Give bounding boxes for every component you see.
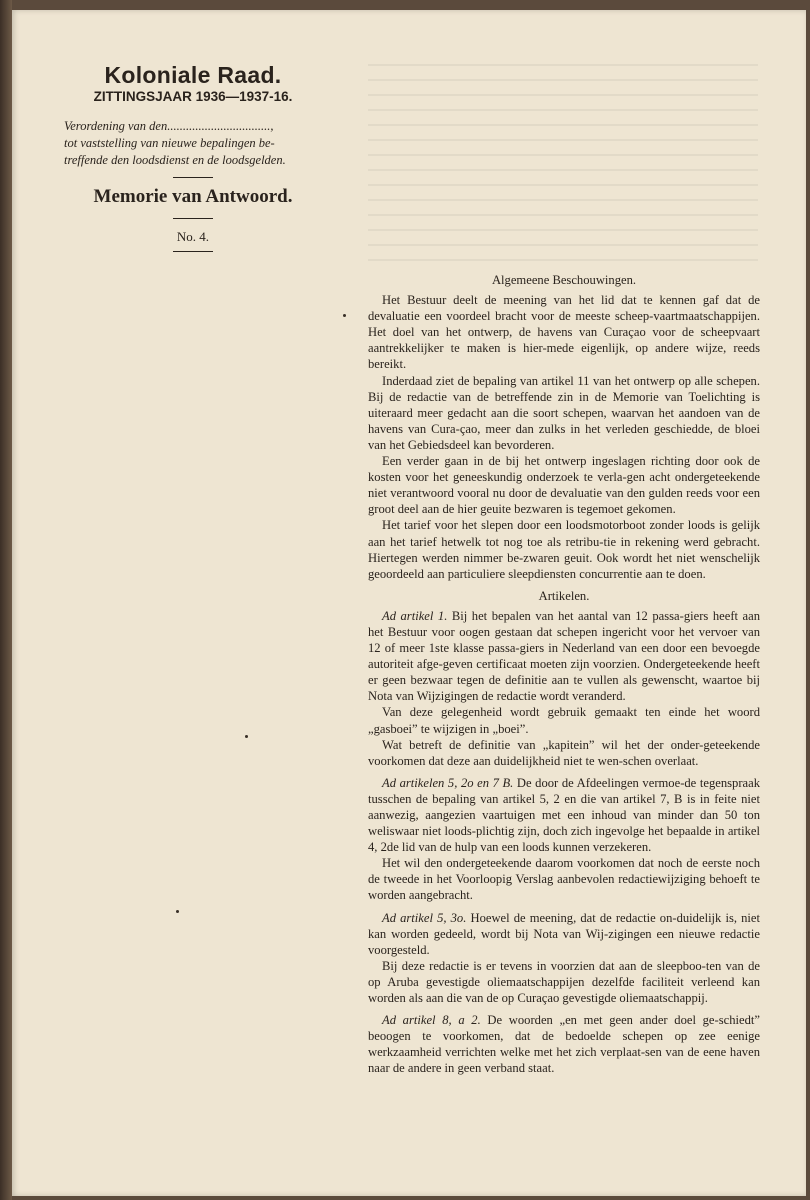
paragraph: Het tarief voor het slepen door een loodsmotorboot zonder loods is gelijk aan het tarief hetwelk tot nog toe als retribu-tie in rekening werd gebracht. Hiertegen werden nimmer be-zwaren geuit. Ook wordt het niet wenschelijk geoordeeld aan particuliere sleepdiensten concurrentie aan te doen.: [368, 518, 760, 581]
book-spine: [0, 0, 12, 1200]
article-label: Ad artikelen 5, 2o en 7 B.: [382, 775, 514, 790]
speck-mark: [245, 735, 248, 738]
ordinance-line: treffende den loodsdienst en de loodsgelden.: [64, 153, 286, 167]
article-label: Ad artikel 1.: [382, 608, 448, 623]
paragraph: Het Bestuur deelt de meening van het lid dat te kennen gaf dat de devaluatie een voordeel bracht voor de meeste scheep-vaartmaatschappijen. Het doel van het ontwerp, de havens van Curaçao voor de scheepvaart aantrekkelijker te maken is hier-mede eigenlijk, op andere wijze, reeds bereikt.: [368, 293, 760, 372]
paragraph: Van deze gelegenheid wordt gebruik gemaakt ten einde het woord „gasboei” te wijzigen in „boei”.: [368, 705, 760, 736]
paragraph: Een verder gaan in de bij het ontwerp ingeslagen richting door ook de kosten voor het geneeskundig onderzoek te verla-gen acht ondergeteekende niet verantwoord vooral nu door de devaluatie van den gulden reeds voor een groot deel aan de hier geuite bezwaren is tegemoet gekomen.: [368, 454, 760, 517]
article-paragraph: [368, 910, 760, 958]
divider: [173, 218, 213, 219]
paragraph: Wat betreft de definitie van „kapitein” wil het der onder-geteekende voorkomen dat deze aan duidelijkheid niet te wen-schen overlaat.: [368, 737, 760, 768]
paragraph: Inderdaad ziet de bepaling van artikel 11 van het ontwerp op alle schepen. Bij de redactie van de betreffende zin in de Memorie van Toelichting is uiteraard meer gedacht aan die soort schepen, waarvan het aandoen van de havens van Cura-çao, meer dan zulks in het verleden geschiedde, de bloei van het Gebiedsdeel kan bevorderen.: [368, 373, 760, 452]
memorie-heading: Memorie van Antwoord.: [93, 186, 293, 207]
section-heading-general: Algemeene Beschouwingen.: [491, 273, 637, 287]
main-text-column: [368, 272, 760, 1077]
ordinance-title: [58, 118, 328, 169]
paragraph: Bij deze redactie is er tevens in voorzien dat aan de sleepboo-ten van de op Aruba gevestigde oliemaatschappijen dezelfde faciliteit verleend kan worden als aan die van de op Curaçao gevestigde oliemaatschappij.: [368, 958, 760, 1006]
session-year: ZITTINGSJAAR 1936—1937-16.: [93, 89, 293, 104]
article-text: Hoewel de meening, dat de redactie on-duidelijk is, niet kan worden gedeeld, wordt bij Nota van Wij-zigingen een nieuwe redactie voorgesteld.: [368, 910, 761, 957]
section-heading-articles: Artikelen.: [538, 588, 590, 603]
ordinance-line: tot vaststelling van nieuwe bepalingen be-: [64, 136, 275, 150]
ordinance-line: Verordening van den.................................,: [64, 119, 274, 133]
bleed-through-text: [368, 64, 758, 264]
article-label: Ad artikel 5, 3o.: [382, 910, 467, 925]
article-text: Bij het bepalen van het aantal van 12 passa-giers heeft aan het Bestuur voor oogen gestaan dat schepen ingericht voor het vervoer van 12 of meer 1ste klasse passa-giers in Nederland van een door een bevoegde autoriteit afge-geven certificaat moeten zijn voorzien. Ondergeteekende heeft er geen bezwaar tegen de definitie aan te vullen als gewenscht, waartoe bij Nota van Wijzigingen de redactie wordt veranderd.: [368, 608, 761, 704]
article-text: De woorden „en met geen ander doel ge-schiedt” beoogen te voorkomen, dat de bedoelde schepen op zee eenige werkzaamheid verrichten welke met het zich verplaat-sen van de eene haven naar de andere in geen verband staat.: [368, 1013, 760, 1076]
speck-mark: [176, 910, 179, 913]
paragraph: Het wil den ondergeteekende daarom voorkomen dat noch de eerste noch de tweede in het Voorloopig Verslag aanbevolen redactiewijziging behoeft te worden aangebracht.: [368, 856, 760, 903]
council-title: Koloniale Raad.: [104, 62, 282, 88]
document-number: No. 4.: [176, 229, 210, 244]
speck-mark: [343, 314, 346, 317]
divider: [173, 251, 213, 252]
article-label: Ad artikel 8, a 2.: [382, 1013, 481, 1028]
article-text: De door de Afdeelingen vermoe-de tegenspraak tusschen de bepaling van artikel 5, 2 en die van artikel 7, B is in feite niet aanwezig, aangezien vaartuigen met een inhoud van minder dan 50 ton weliswaar niet loods-plichtig zijn, doch zich ingevolge het bepaalde in artikel 4, 2de lid van de hulp van een loods kunnen verzekeren.: [368, 775, 760, 855]
article-paragraph: [368, 775, 760, 855]
divider: [173, 177, 213, 178]
article-paragraph: [368, 608, 760, 705]
document-header: [58, 56, 328, 260]
article-paragraph: [368, 1012, 760, 1076]
